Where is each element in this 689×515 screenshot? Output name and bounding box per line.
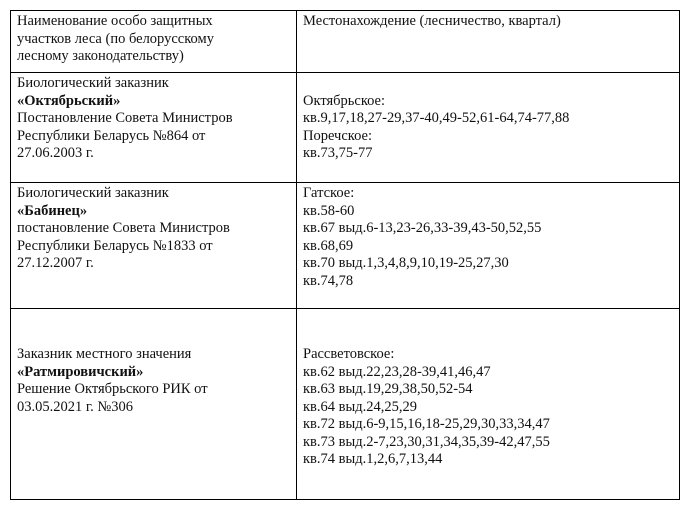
header-name-line: участков леса (по белорусскому bbox=[17, 30, 214, 47]
area-cell bbox=[11, 73, 297, 183]
location-line: кв.9,17,18,27-29,37-40,49-52,61-64,74-77,88 bbox=[303, 110, 570, 126]
location-line: Рассветовское: bbox=[303, 346, 395, 362]
header-name-line: лесному законодательству) bbox=[17, 48, 184, 64]
location-cell bbox=[297, 73, 680, 183]
area-document: 03.05.2021 г. №306 bbox=[17, 398, 134, 415]
header-cell-location bbox=[297, 11, 680, 73]
table-row bbox=[11, 73, 680, 183]
location-line: кв.74 выд.1,2,6,7,13,44 bbox=[303, 451, 443, 467]
location-line: кв.73 выд.2-7,23,30,31,34,35,39-42,47,55 bbox=[303, 433, 550, 450]
location-line: кв.64 выд.24,25,29 bbox=[303, 398, 417, 415]
area-document: Республики Беларусь №1833 от bbox=[17, 237, 213, 254]
location-line: кв.63 выд.19,29,38,50,52-54 bbox=[303, 381, 473, 397]
table-row bbox=[11, 309, 680, 500]
header-cell-name bbox=[11, 11, 297, 73]
location-line: кв.62 выд.22,23,28-39,41,46,47 bbox=[303, 363, 491, 380]
location-cell bbox=[297, 183, 680, 309]
area-name: «Октябрьский» bbox=[17, 92, 121, 109]
table-row bbox=[11, 183, 680, 309]
area-document: Постановление Совета Министров bbox=[17, 110, 233, 126]
area-document: постановление Совета Министров bbox=[17, 220, 230, 236]
header-location-text: Местонахождение (лесничество, квартал) bbox=[303, 13, 561, 29]
location-line: кв.67 выд.6-13,23-26,33-39,43-50,52,55 bbox=[303, 220, 542, 236]
area-kind: Биологический заказник bbox=[17, 75, 169, 91]
area-document: 27.12.2007 г. bbox=[17, 255, 94, 271]
location-line: Гатское: bbox=[303, 185, 355, 201]
table-header-row bbox=[11, 11, 680, 73]
location-line: кв.72 выд.6-9,15,16,18-25,29,30,33,34,47 bbox=[303, 416, 550, 432]
area-cell bbox=[11, 183, 297, 309]
location-line: Поречское: bbox=[303, 127, 372, 144]
location-line: кв.70 выд.1,3,4,8,9,10,19-25,27,30 bbox=[303, 255, 509, 271]
location-cell bbox=[297, 309, 680, 500]
area-document: Республики Беларусь №864 от bbox=[17, 127, 206, 144]
area-name: «Ратмировичский» bbox=[17, 363, 144, 380]
location-line: кв.58-60 bbox=[303, 202, 355, 219]
protected-areas-table bbox=[10, 10, 680, 500]
location-line: кв.73,75-77 bbox=[303, 145, 373, 161]
location-line: кв.68,69 bbox=[303, 237, 354, 254]
area-cell bbox=[11, 309, 297, 500]
location-line: Октябрьское: bbox=[303, 92, 386, 109]
location-line: кв.74,78 bbox=[303, 272, 354, 289]
header-name-line: Наименование особо защитных bbox=[17, 13, 213, 29]
area-document: Решение Октябрьского РИК от bbox=[17, 381, 208, 397]
area-document: 27.06.2003 г. bbox=[17, 145, 94, 161]
area-kind: Биологический заказник bbox=[17, 185, 169, 201]
area-kind: Заказник местного значения bbox=[17, 346, 192, 362]
area-name: «Бабинец» bbox=[17, 202, 88, 219]
